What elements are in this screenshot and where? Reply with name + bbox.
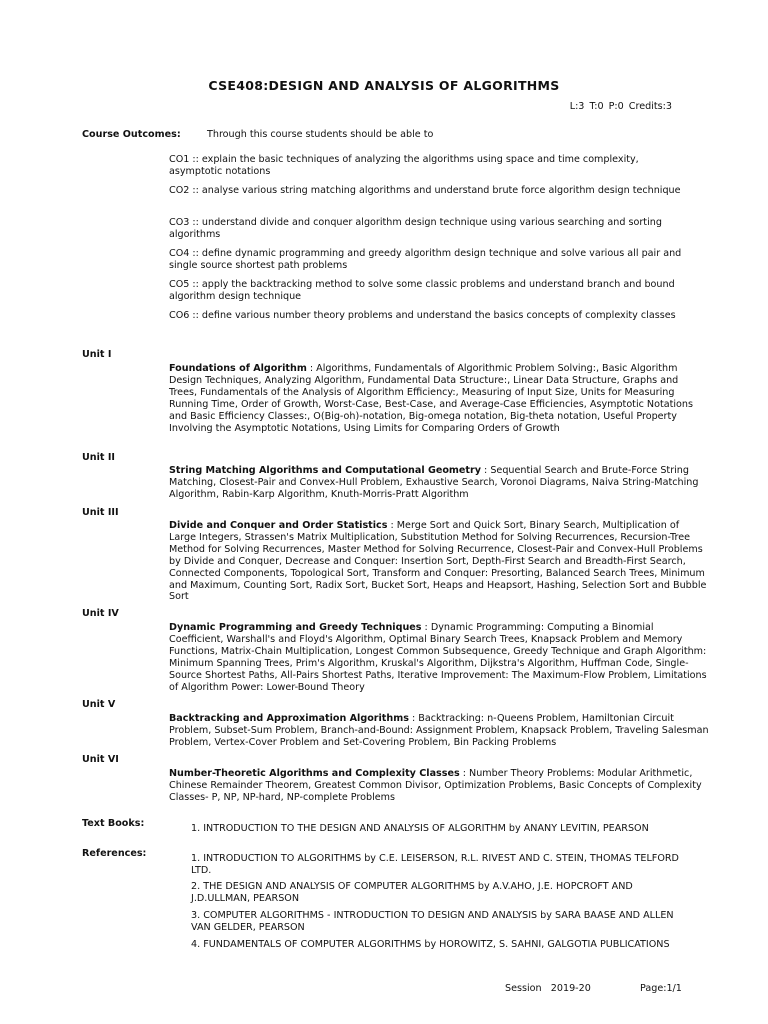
- unit-label: Unit III: [82, 507, 119, 518]
- unit-topics: : Algorithms, Fundamentals of Algorithmic Problem Solving:, Basic Algorithm Design Techniques, Analyzing Algorithm, Fundamental Data Structure:, Linear Data Structure, Graphs and Trees, Fundamentals of the Analysis of Algorithm Efficiency:, Measuring of Input Size, Units for Measuring Running Time, Order of Growth, Worst-Case, Best-Case, and Average-Case Efficiencies, Asymptotic Notations and Basic Efficiency Classes:, O(Big-oh)-notation, Big-omega notation, Big-theta notation, Useful Property Involving the Asymptotic Notations, Using Limits for Comparing Orders of Growth: [169, 363, 693, 434]
- unit-topics: : Dynamic Programming: Computing a Binomial Coefficient, Warshall's and Floyd's Algorithm, Optimal Binary Search Trees, Knapsack Problem and Memory Functions, Matrix-Chain Multiplication, Longest Common Subsequence, Greedy Technique and Graph Algorithm: Minimum Spanning Trees, Prim's Algorithm, Kruskal's Algorithm, Dijkstra's Algorithm, Huffman Code, Single-Source Shortest Paths, All-Pairs Shortest Paths, Iterative Improvement: The Maximum-Flow Problem, Limitations of Algorithm Power: Lower-Bound Theory: [169, 622, 707, 693]
- session-label: Session 2019-20: [505, 983, 591, 994]
- text-books-label: Text Books:: [82, 818, 145, 829]
- credits-line: L:3 T:0 P:0 Credits:3: [569, 101, 672, 112]
- unit-heading: Dynamic Programming and Greedy Techniques: [169, 622, 422, 633]
- unit-label: Unit IV: [82, 608, 119, 619]
- reference-item: 2. THE DESIGN AND ANALYSIS OF COMPUTER ALGORITHMS by A.V.AHO, J.E. HOPCROFT AND J.D.ULLMAN, PEARSON: [191, 881, 633, 905]
- unit-topics: : Merge Sort and Quick Sort, Binary Search, Multiplication of Large Integers, Strassen's Matrix Multiplication, Substitution Method for Solving Recurrences, Recursion-Tree Method for Solving Recurrences, Master Method for Solving Recurrence, Closest-Pair and Convex-Hull Problems by Divide and Conquer, Decrease and Conquer: Insertion Sort, Depth-First Search and Breadth-First Search, Connected Components, Topological Sort, Transform and Conquer: Presorting, Balanced Search Trees, Minimum and Maximum, Counting Sort, Radix Sort, Bucket Sort, Heaps and Heapsort, Hashing, Selection Sort and Bubble Sort: [169, 520, 707, 603]
- unit-heading: Number-Theoretic Algorithms and Complexity Classes: [169, 768, 460, 779]
- reference-item: 3. COMPUTER ALGORITHMS - INTRODUCTION TO DESIGN AND ANALYSIS by SARA BAASE AND ALLEN VAN GELDER, PEARSON: [191, 910, 674, 934]
- unit-label: Unit I: [82, 349, 112, 360]
- unit-label: Unit VI: [82, 754, 119, 765]
- unit-label: Unit V: [82, 699, 116, 710]
- course-outcome-item: CO4 :: define dynamic programming and greedy algorithm design technique and solve various all pair and single source shortest path problems: [169, 248, 682, 272]
- course-outcome-item: CO3 :: understand divide and conquer algorithm design technique using various searching and sorting algorithms: [169, 217, 662, 241]
- text-book-item: 1. INTRODUCTION TO THE DESIGN AND ANALYSIS OF ALGORITHM by ANANY LEVITIN, PEARSON: [191, 823, 649, 834]
- page-title: CSE408:DESIGN AND ANALYSIS OF ALGORITHMS: [208, 78, 560, 93]
- unit-heading: Foundations of Algorithm: [169, 363, 307, 374]
- unit-topics: : Number Theory Problems: Modular Arithmetic, Chinese Remainder Theorem, Greatest Common Divisor, Optimization Problems, Basic Concepts of Complexity Classes- P, NP, NP-hard, NP-complete Problems: [169, 768, 702, 803]
- page-number: Page:1/1: [640, 983, 682, 994]
- course-outcomes-intro: Through this course students should be able to: [207, 129, 434, 140]
- course-outcome-item: CO5 :: apply the backtracking method to solve some classic problems and understand branch and bound algorithm design technique: [169, 279, 675, 303]
- course-outcomes-label: Course Outcomes:: [82, 129, 181, 140]
- unit-content: [169, 713, 709, 749]
- unit-heading: String Matching Algorithms and Computational Geometry: [169, 465, 481, 476]
- unit-heading: Backtracking and Approximation Algorithms: [169, 713, 409, 724]
- course-outcome-item: CO1 :: explain the basic techniques of analyzing the algorithms using space and time complexity, asymptotic notations: [169, 154, 639, 178]
- course-outcome-item: CO2 :: analyse various string matching algorithms and understand brute force algorithm design technique: [169, 185, 681, 196]
- course-outcome-item: CO6 :: define various number theory problems and understand the basics concepts of complexity classes: [169, 310, 676, 321]
- references-label: References:: [82, 848, 147, 859]
- unit-content: [169, 768, 709, 804]
- unit-topics: : Sequential Search and Brute-Force String Matching, Closest-Pair and Convex-Hull Problem, Exhaustive Search, Voronoi Diagrams, Naiva String-Matching Algorithm, Rabin-Karp Algorithm, Knuth-Morris-Pratt Algorithm: [169, 465, 699, 500]
- unit-content: [169, 520, 709, 603]
- unit-heading: Divide and Conquer and Order Statistics: [169, 520, 388, 531]
- unit-content: [169, 465, 709, 501]
- reference-item: 1. INTRODUCTION TO ALGORITHMS by C.E. LEISERSON, R.L. RIVEST AND C. STEIN, THOMAS TELFORD LTD.: [191, 853, 679, 877]
- unit-content: [169, 622, 709, 693]
- reference-item: 4. FUNDAMENTALS OF COMPUTER ALGORITHMS by HOROWITZ, S. SAHNI, GALGOTIA PUBLICATIONS: [191, 939, 670, 950]
- unit-topics: : Backtracking: n-Queens Problem, Hamiltonian Circuit Problem, Subset-Sum Problem, Branch-and-Bound: Assignment Problem, Knapsack Problem, Traveling Salesman Problem, Vertex-Cover Problem and Set-Covering Problem, Bin Packing Problems: [169, 713, 709, 748]
- unit-label: Unit II: [82, 452, 115, 463]
- unit-content: [169, 363, 709, 434]
